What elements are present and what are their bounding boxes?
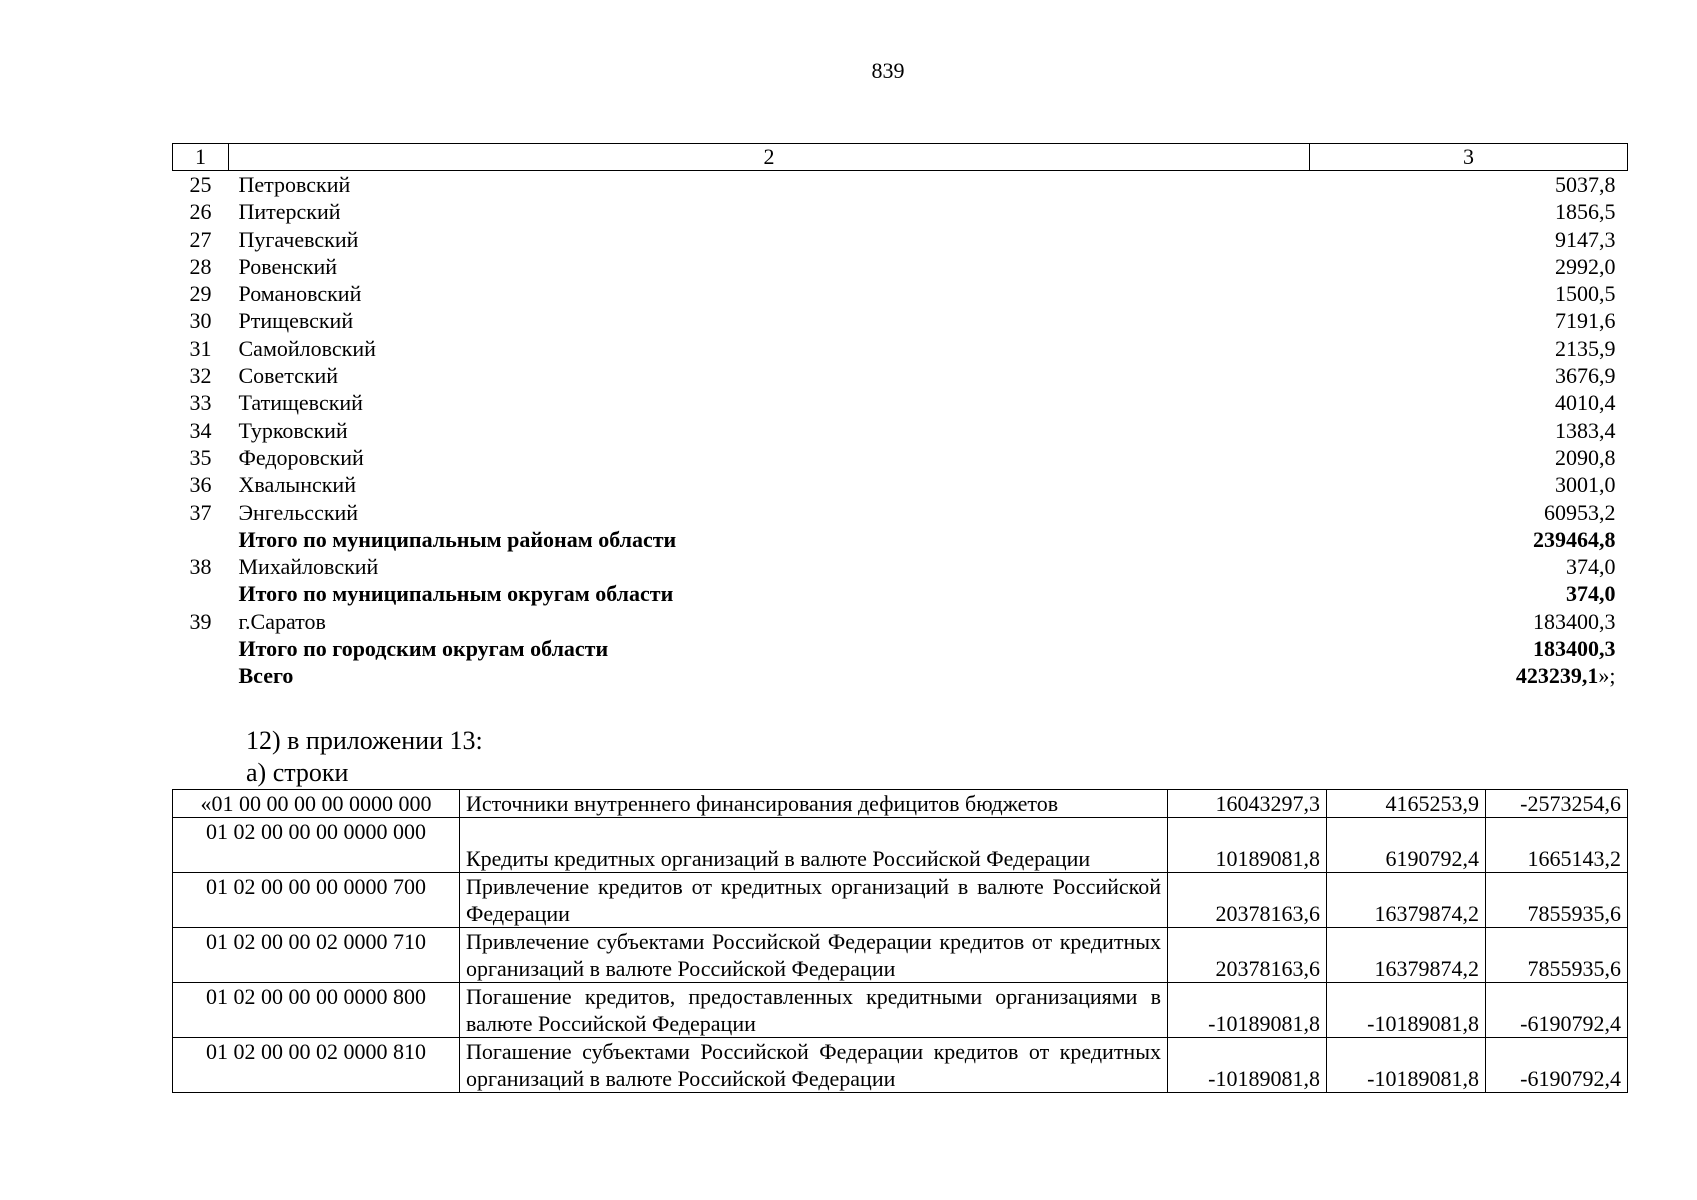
- amount-cell: [1310, 635, 1628, 662]
- amount-cell: [1310, 417, 1628, 444]
- financing-sources-table-body: [173, 790, 1628, 1093]
- amount-cell: [1310, 471, 1628, 498]
- amount-year-3: -6190792,4: [1486, 1038, 1628, 1093]
- amount-year-3: 7855935,6: [1486, 928, 1628, 983]
- amount-cell: [1310, 253, 1628, 280]
- table-row: [173, 928, 1628, 983]
- amount-year-3: -6190792,4: [1486, 983, 1628, 1038]
- row-number: [173, 526, 229, 553]
- table-row: [173, 253, 1628, 280]
- row-number: 25: [189, 172, 212, 197]
- amount-year-3: 1665143,2: [1486, 818, 1628, 873]
- district-name: Энгельсский: [238, 499, 359, 525]
- amount-year-2: -10189081,8: [1327, 983, 1486, 1038]
- amount-year-1: 10189081,8: [1168, 818, 1327, 873]
- table-row: [173, 608, 1628, 635]
- closing-quote-suffix: »;: [1598, 663, 1616, 689]
- district-name: Петровский: [238, 172, 351, 197]
- amount-value: 1856,5: [1555, 199, 1616, 225]
- budget-code: 01 02 00 00 00 0000 700: [173, 873, 460, 928]
- amount-value: 239464,8: [1533, 526, 1616, 552]
- district-name: Питерский: [238, 199, 341, 225]
- budget-code: «01 00 00 00 00 0000 000: [173, 790, 460, 818]
- row-number: [173, 635, 229, 662]
- amount-value: 2090,8: [1555, 444, 1616, 470]
- row-number: [173, 580, 229, 607]
- column-header: 3: [1310, 144, 1628, 171]
- table-row: [173, 417, 1628, 444]
- table-row: [173, 818, 1628, 873]
- amount-year-2: 16379874,2: [1327, 928, 1486, 983]
- amount-cell: [1310, 226, 1628, 253]
- amount-cell: [1310, 280, 1628, 307]
- district-name: Советский: [238, 363, 339, 389]
- source-description: Привлечение кредитов от кредитных организаций в валюте Российской Федерации: [460, 873, 1168, 928]
- amount-year-3: 7855935,6: [1486, 873, 1628, 928]
- row-number: 35: [189, 444, 212, 470]
- source-description: Погашение субъектами Российской Федерации кредитов от кредитных организаций в валюте Российской Федерации: [460, 1038, 1168, 1093]
- amount-cell: [1310, 198, 1628, 225]
- table-row: [173, 471, 1628, 498]
- amount-value: 4010,4: [1555, 390, 1616, 416]
- table-row: [173, 662, 1628, 689]
- amount-cell: [1310, 662, 1628, 689]
- table-row: [173, 635, 1628, 662]
- amount-value: 60953,2: [1544, 499, 1616, 525]
- budget-code: 01 02 00 00 00 0000 800: [173, 983, 460, 1038]
- district-name: Всего: [238, 663, 294, 689]
- budget-code: 01 02 00 00 02 0000 710: [173, 928, 460, 983]
- table-row: [173, 553, 1628, 580]
- amount-year-1: 16043297,3: [1168, 790, 1327, 818]
- row-number: 36: [189, 472, 212, 498]
- amount-year-2: 6190792,4: [1327, 818, 1486, 873]
- amount-cell: [1310, 499, 1628, 526]
- table-row: [173, 226, 1628, 253]
- district-name: Татищевский: [238, 390, 363, 416]
- district-name: Пугачевский: [238, 226, 359, 252]
- page-number: 839: [871, 58, 905, 83]
- amount-cell: [1310, 307, 1628, 334]
- row-number: 33: [189, 390, 212, 416]
- amount-cell: [1310, 171, 1628, 199]
- table-row: [173, 307, 1628, 334]
- table-header-row: [173, 144, 1628, 171]
- amount-cell: [1310, 608, 1628, 635]
- amount-value: 3676,9: [1555, 363, 1616, 389]
- amount-value: 9147,3: [1555, 226, 1616, 252]
- column-header: 2: [229, 144, 1310, 171]
- table-row: [173, 362, 1628, 389]
- amount-cell: [1310, 526, 1628, 553]
- amount-year-1: -10189081,8: [1168, 1038, 1327, 1093]
- table-row: [173, 280, 1628, 307]
- amount-cell: [1310, 444, 1628, 471]
- row-number: 37: [189, 499, 212, 525]
- section-heading: 12) в приложении 13:: [246, 726, 483, 755]
- row-number: 31: [189, 335, 212, 361]
- amount-value: 374,0: [1566, 554, 1616, 580]
- amount-value: 374,0: [1566, 581, 1616, 607]
- table-row: [173, 526, 1628, 553]
- source-description: Кредиты кредитных организаций в валюте Российской Федерации: [460, 818, 1168, 873]
- row-number: [173, 662, 229, 689]
- districts-table: [172, 143, 1628, 690]
- amount-value: 1500,5: [1555, 281, 1616, 307]
- amount-value: 2992,0: [1555, 253, 1616, 279]
- district-name: Романовский: [238, 281, 362, 307]
- subsection-heading: а) строки: [246, 758, 349, 787]
- row-number: 28: [189, 253, 212, 279]
- amount-cell: [1310, 580, 1628, 607]
- table-row: [173, 171, 1628, 199]
- district-name: Самойловский: [238, 335, 376, 361]
- amount-year-3: -2573254,6: [1486, 790, 1628, 818]
- table-row: [173, 1038, 1628, 1093]
- table-row: [173, 444, 1628, 471]
- amount-year-2: 4165253,9: [1327, 790, 1486, 818]
- amount-year-2: 16379874,2: [1327, 873, 1486, 928]
- amount-value: 2135,9: [1555, 335, 1616, 361]
- budget-code: 01 02 00 00 02 0000 810: [173, 1038, 460, 1093]
- table-row: [173, 335, 1628, 362]
- district-name: г.Саратов: [238, 608, 326, 634]
- source-description: Погашение кредитов, предоставленных кредитными организациями в валюте Российской Федерации: [460, 983, 1168, 1038]
- district-name: Итого по муниципальным округам области: [238, 581, 674, 607]
- table-row: [173, 873, 1628, 928]
- row-number: 32: [189, 363, 212, 389]
- amount-cell: [1310, 389, 1628, 416]
- table-row: [173, 499, 1628, 526]
- amount-value: 423239,1: [1515, 663, 1599, 689]
- row-number: 26: [189, 199, 212, 225]
- district-name: Итого по городским округам области: [238, 636, 609, 662]
- amount-value: 183400,3: [1533, 636, 1616, 662]
- table-row: [173, 580, 1628, 607]
- source-description: Привлечение субъектами Российской Федерации кредитов от кредитных организаций в валюте Российской Федерации: [460, 928, 1168, 983]
- table-row: [173, 389, 1628, 416]
- district-name: Хвалынский: [238, 472, 356, 498]
- district-name: Турковский: [238, 417, 348, 443]
- row-number: 27: [189, 226, 212, 252]
- amount-value: 7191,6: [1555, 308, 1616, 334]
- district-name: Федоровский: [238, 444, 364, 470]
- financing-sources-table: [172, 789, 1628, 1093]
- district-name: Ртищевский: [238, 308, 354, 334]
- amount-cell: [1310, 335, 1628, 362]
- row-number: 39: [189, 608, 212, 634]
- district-name: Михайловский: [238, 554, 379, 580]
- row-number: 30: [189, 308, 212, 334]
- district-name: Итого по муниципальным районам области: [238, 526, 677, 552]
- table-row: [173, 198, 1628, 225]
- district-name: Ровенский: [238, 253, 337, 279]
- amount-cell: [1310, 553, 1628, 580]
- column-header: 1: [173, 144, 229, 171]
- row-number: 29: [189, 281, 212, 307]
- amount-cell: [1310, 362, 1628, 389]
- row-number: 34: [189, 417, 212, 443]
- amount-value: 1383,4: [1555, 417, 1616, 443]
- amount-value: 183400,3: [1533, 608, 1616, 634]
- amount-year-1: 20378163,6: [1168, 928, 1327, 983]
- amount-value: 3001,0: [1555, 472, 1616, 498]
- amount-year-1: 20378163,6: [1168, 873, 1327, 928]
- amount-year-2: -10189081,8: [1327, 1038, 1486, 1093]
- districts-table-body: [173, 171, 1628, 690]
- budget-code: 01 02 00 00 00 0000 000: [173, 818, 460, 873]
- table-row: [173, 790, 1628, 818]
- source-description: Источники внутреннего финансирования дефицитов бюджетов: [460, 790, 1168, 818]
- amount-value: 5037,8: [1555, 172, 1616, 197]
- amount-year-1: -10189081,8: [1168, 983, 1327, 1038]
- table-row: [173, 983, 1628, 1038]
- row-number: 38: [189, 554, 212, 580]
